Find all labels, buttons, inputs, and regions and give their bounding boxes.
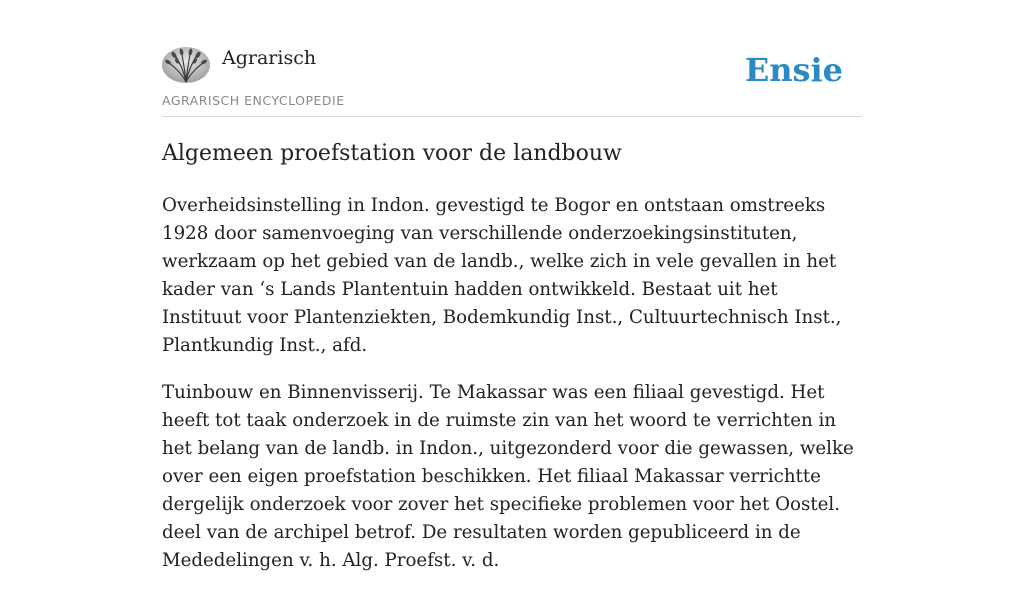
source-header — [162, 46, 862, 117]
wheat-icon-graphic — [162, 47, 210, 83]
wheat-icon[interactable] — [162, 47, 210, 83]
page-title: Algemeen proefstation voor de landbouw — [162, 141, 622, 166]
brand-logo[interactable]: Ensie — [744, 51, 843, 89]
article-paragraph: Tuinbouw en Binnenvisserij. Te Makassar was een filiaal gevestigd. Het heeft tot taak onderzoek in de ruimste zin van het woord te verrichten in het belang van de landb. in Indon., uitgezonderd voor die gewassen, welke over een eigen proefstation beschikken. Het filiaal Makassar verrichtte dergelijk onderzoek voor zover het specifieke problemen voor het Oostel. deel van de archipel betrof. De resultaten worden gepubliceerd in de Mededelingen v. h. Alg. Proefst. v. d. — [162, 382, 854, 571]
article-paragraph: Overheidsinstelling in Indon. gevestigd te Bogor en ontstaan omstreeks 1928 door samenvoeging van verschillende onderzoekingsinstituten, werkzaam op het gebied van de landb., welke zich in vele gevallen in het kader van ‘s Lands Plantentuin hadden ontwikkeld. Bestaat uit het Instituut voor Plantenziekten, Bodemkundig Inst., Cultuurtechnisch Inst., Plantkundig Inst., afd. — [162, 195, 842, 356]
article-body — [162, 192, 862, 594]
source-name[interactable]: Agrarisch — [222, 47, 317, 69]
source-subtitle: AGRARISCH ENCYCLOPEDIE — [162, 93, 345, 108]
